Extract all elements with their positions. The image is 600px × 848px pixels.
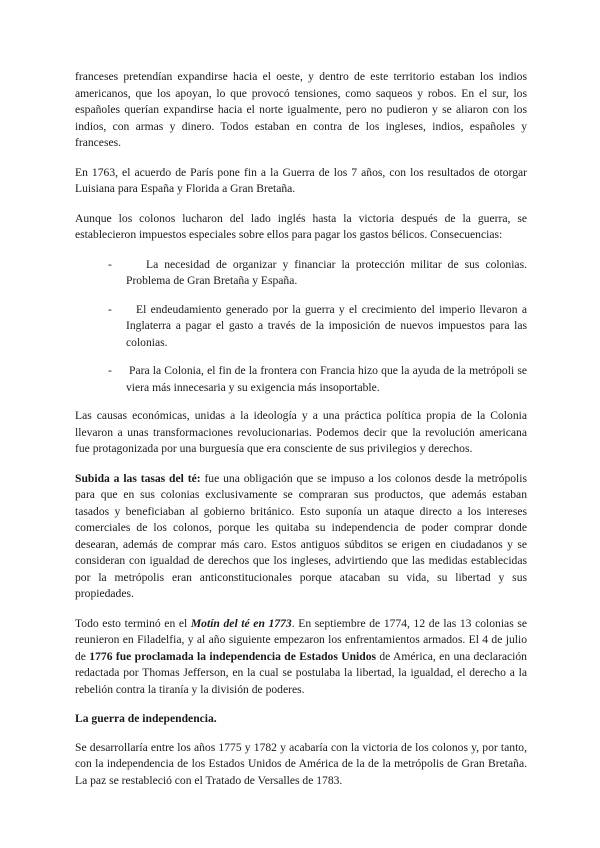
section-heading: La guerra de independencia. — [75, 712, 217, 725]
paragraph-tea-tax — [75, 471, 527, 603]
paragraph-expansion: franceses pretendían expandirse hacia el oeste, y dentro de este territorio estaban los indios americanos, que los apoyan, lo que provocó tensiones, como saqueos y robos. En el sur, los españoles querían expandirse hacia el norte igualmente, pero no pudieron y se aliaron con los indios, con armas y dinero. Todos estaban en contra de los ingleses, indios, españoles y franceses. — [75, 70, 527, 149]
tea-tax-lead: Subida a las tasas del té: — [75, 471, 201, 485]
consequences-list — [75, 257, 527, 397]
list-item — [75, 302, 527, 352]
paragraph-economic-causes: Las causas económicas, unidas a la ideología y a una práctica política propia de la Colonia llevaron a unas transformaciones revolucionarias. Podemos decir que la revolución americana fue protagonizada por una burguesía que era consciente de sus privilegios y derechos. — [75, 409, 527, 455]
independence-emphasis: 1776 fue proclamada la independencia de Estados Unidos — [89, 649, 377, 663]
tea-party-emphasis: Motín del té en 1773 — [190, 616, 292, 630]
paragraph-treaty-paris: En 1763, el acuerdo de París pone fin a la Guerra de los 7 años, con los resultados de otorgar Luisiana para España y Florida a Gran Bretaña. — [75, 165, 527, 195]
paragraph-war-independence: Se desarrollaría entre los años 1775 y 1782 y acabaría con la victoria de los colonos y, por tanto, con la independencia de los Estados Unidos de América de la de la metrópolis de Gran Bretaña. La paz se restableció con el Tratado de Versalles de 1783. — [75, 740, 527, 787]
paragraph-tea-party — [75, 616, 527, 699]
dash-marker: - — [108, 257, 112, 271]
list-item — [75, 363, 527, 396]
list-item-text: Para la Colonia, el fin de la frontera con Francia hizo que la ayuda de la metrópoli se viera más innecesaria y su exigencia más insoportable. — [126, 364, 527, 394]
page-body — [75, 69, 527, 802]
paragraph-taxes-consequences: Aunque los colonos lucharon del lado inglés hasta la victoria después de la guerra, se establecieron impuestos especiales sobre ellos para pagar los gastos bélicos. Consecuencias: — [75, 211, 527, 241]
list-item-text: El endeudamiento generado por la guerra y el crecimiento del imperio llevaron a Inglaterra a pagar el gasto a través de la imposición de nuevos impuestos para las colonias. — [126, 302, 527, 349]
list-item-text: La necesidad de organizar y financiar la protección militar de sus colonias. Problema de Gran Bretaña y España. — [126, 257, 527, 287]
tea-party-text-e: de América, en una declaración redactada por Thomas Jefferson, en la cual se postulaba la libertad, la igualdad, el derecho a la rebelión contra la tiranía y la división de poderes. — [75, 649, 527, 696]
tea-party-text-c: . En septiembre de 1774, 12 de las 13 colonias se reunieron en Filadelfia, y al año siguiente empezaron los enfrentamientos armados. El 4 de julio de — [75, 616, 528, 663]
tea-tax-text: fue una obligación que se impuso a los colonos desde la metrópolis para que en sus colonias exclusivamente se compraran sus productos, que además estaban tasados y beneficiaban al gobierno británico. Esto suponía un ataque directo a los intereses comerciales de los colonos, porque les quitaba su independencia de poder comprar donde desearan, además de comprar más caro. Estos antiguos súbditos se erigen en ciudadanos y se consideran con igualdad de derechos que los ingleses, advirtiendo que las medidas establecidas por la metrópolis eran anticonstitucionales porque atacaban su vida, su libertad y sus propiedades. — [75, 471, 527, 600]
list-item — [75, 257, 527, 290]
dash-marker: - — [108, 302, 112, 316]
dash-marker: - — [108, 364, 112, 377]
tea-party-text-a: Todo esto terminó en el — [75, 616, 191, 630]
